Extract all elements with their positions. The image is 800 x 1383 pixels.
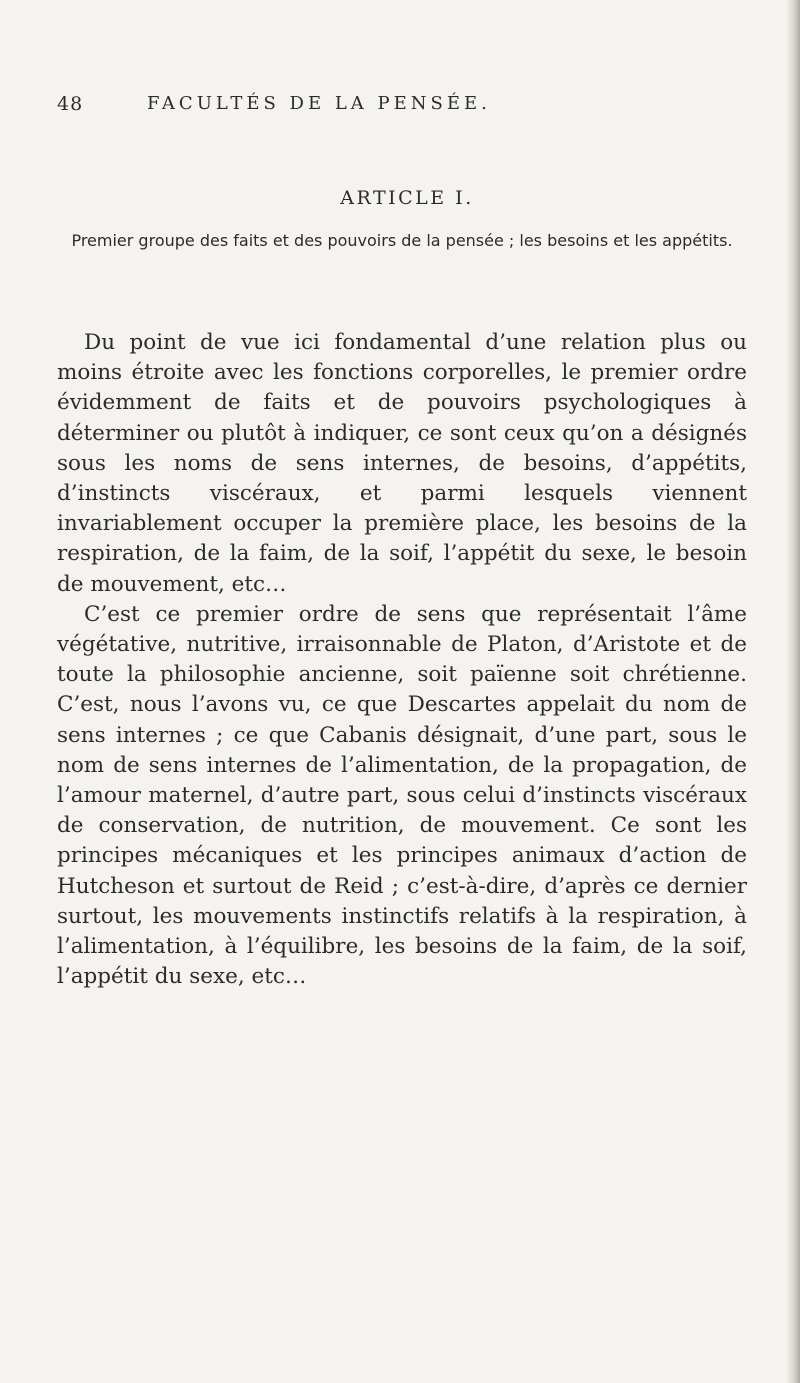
page-number: 48 [57, 93, 84, 115]
article-subheading: Premier groupe des faits et des pouvoirs de la pensée ; les besoins et les appétits. [71, 231, 733, 250]
running-head [0, 93, 800, 123]
article-title: ARTICLE I. [340, 187, 474, 209]
body-text [57, 328, 747, 992]
running-title: FACULTÉS DE LA PENSÉE. [147, 93, 491, 114]
paragraph: C’est ce premier ordre de sens que représentait l’âme végétative, nutritive, irraisonnable de Platon, d’Aristote et de toute la philosophie ancienne, soit païenne soit chrétienne. C’est, nous l’avons vu, ce que Descartes appelait du nom de sens internes ; ce que Cabanis désignait, d’une part, sous le nom de sens internes de l’alimentation, de la propagation, de l’amour maternel, d’autre part, sous celui d’instincts viscéraux de conservation, de nutrition, de mouvement. Ce sont les principes mécaniques et les principes animaux d’action de Hutcheson et surtout de Reid ; c’est-à-dire, d’après ce dernier surtout, les mouvements instinctifs relatifs à la respiration, à l’alimentation, à l’équilibre, les besoins de la faim, de la soif, l’appétit du sexe, etc… [57, 601, 747, 990]
paragraph: Du point de vue ici fondamental d’une relation plus ou moins étroite avec les fonctions corporelles, le premier ordre évidemment de faits et de pouvoirs psychologiques à déterminer ou plutôt à indiquer, ce sont ceux qu’on a désignés sous les noms de sens internes, de besoins, d’appétits, d’instincts viscéraux, et parmi lesquels viennent invariablement occuper la première place, les besoins de la respiration, de la faim, de la soif, l’appétit du sexe, le besoin de mouvement, etc… [57, 330, 747, 597]
